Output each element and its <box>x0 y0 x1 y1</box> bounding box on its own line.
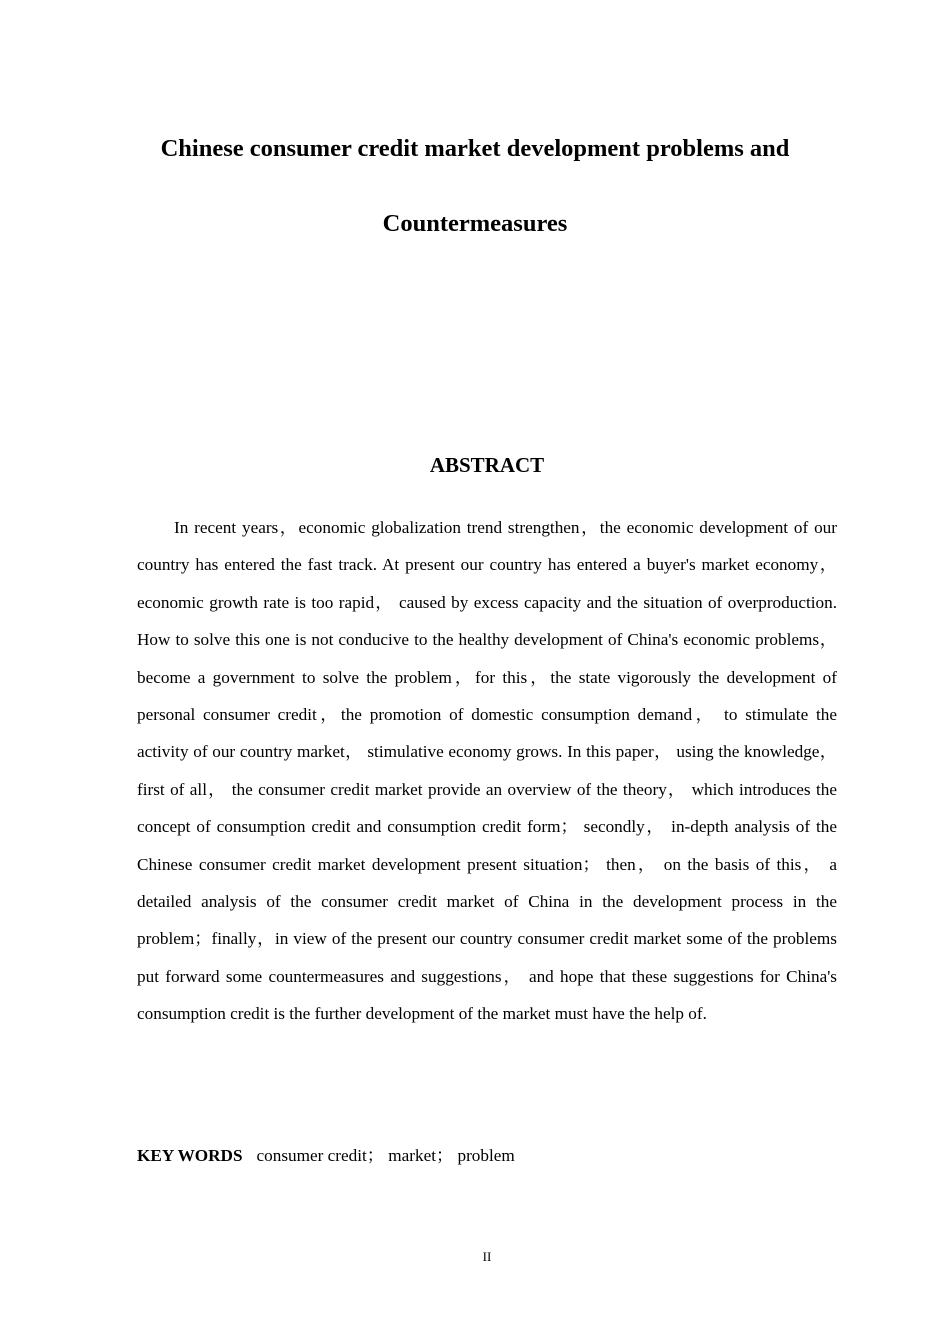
paper-title-line-1: Chinese consumer credit market development problems and <box>160 135 790 162</box>
keywords-text: consumer credit； market； problem <box>256 1146 515 1165</box>
keywords-line <box>137 1141 837 1171</box>
abstract-heading: ABSTRACT <box>429 453 545 477</box>
paper-title-line-2: Countermeasures <box>382 210 568 237</box>
page-number: II <box>482 1249 492 1264</box>
keywords-label: KEY WORDS <box>137 1146 243 1165</box>
abstract-body: In recent years，economic globalization trend strengthen，the economic development of our country has entered the fast track. At present our country has entered a buyer's market economy， economic growth rate is too rapid， caused by excess capacity and the situation of overproduction. How to solve this one is not conducive to the healthy development of China's economic problems，become a government to solve the problem，for this，the state vigorously the development of personal consumer credit，the promotion of domestic consumption demand， to stimulate the activity of our country market， stimulative economy grows. In this paper， using the knowledge， first of all， the consumer credit market provide an overview of the theory， which introduces the concept of consumption credit and consumption credit form； secondly， in-depth analysis of the Chinese consumer credit market development present situation； then， on the basis of this， a detailed analysis of the consumer credit market of China in the development process in the problem；finally，in view of the present our country consumer credit market some of the problems put forward some countermeasures and suggestions， and hope that these suggestions for China's consumption credit is the further development of the market must have the help of. <box>137 518 837 1024</box>
